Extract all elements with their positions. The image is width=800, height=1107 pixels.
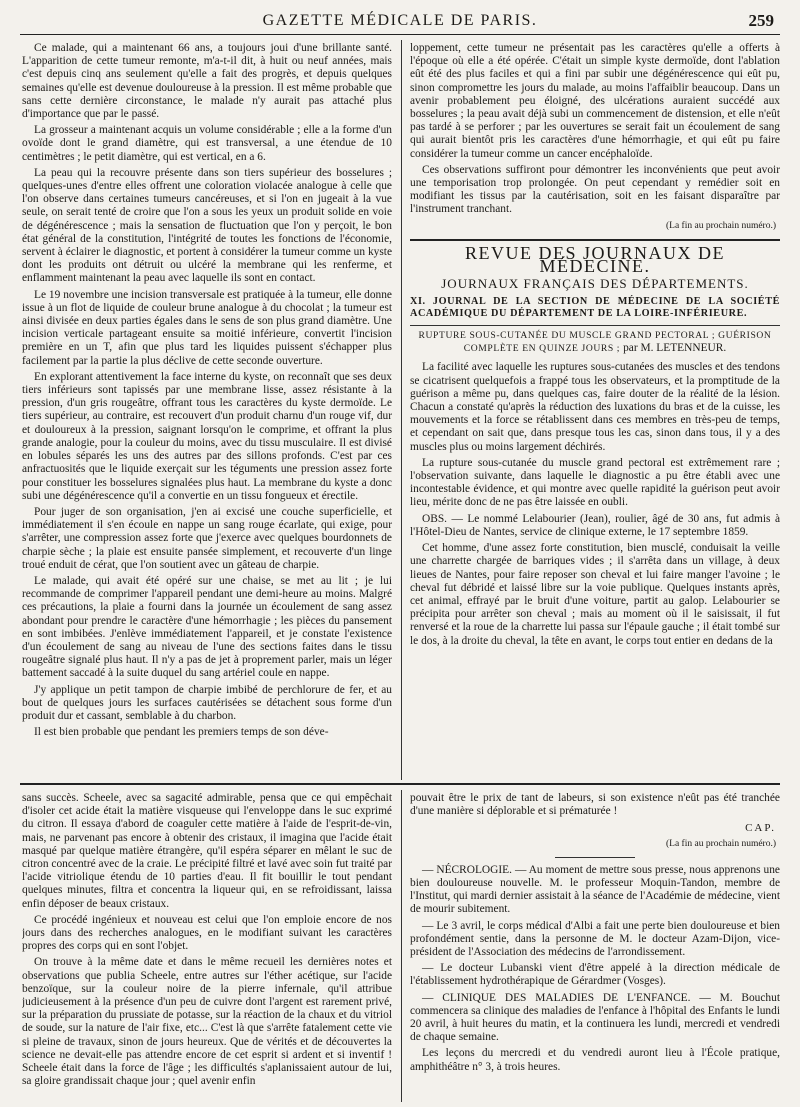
top-left-column: [22, 42, 392, 776]
article-title: [410, 330, 780, 355]
revue-heading: REVUE DES JOURNAUX DE MÉDECINE.: [465, 242, 725, 277]
paragraph: Le 19 novembre une incision transversale est pratiquée à la tumeur, elle donne issue à un flot de liquide de couleur brune analogue à du chocolat ; la tumeur est ainsi divisée en deux parties égales dans le sens de son plus grand diamètre. Une incision verticale partageant ensuite sa moitié inférieure, convertit l'incision première en un T, afin que plus tard les liquides puissent s'échapper plus facilement par la partie la plus déclive de cette seconde ouverture.: [22, 288, 392, 367]
news-item: — CLINIQUE DES MALADIES DE L'ENFANCE. — M. Bouchut commencera sa clinique des maladies de l'enfance à l'hôpital des Enfants le lundi 20 avril, à huit heures du matin, et la continuera les lundi, mercredi et vendredi de chaque semaine.: [410, 991, 780, 1044]
title-rule: [410, 325, 780, 326]
page-number: 259: [748, 11, 774, 30]
section-divider: [410, 239, 780, 241]
paragraph: La rupture sous-cutanée du muscle grand pectoral est extrêmement rare ; l'observation suivante, dans laquelle le diagnostic a pu être établi avec une incontestable évidence, et qui montre avec quelle rapidité la guérison peut avoir lieu, mérite donc de ne pas être laissée en oubli.: [410, 456, 780, 509]
page-header: [20, 10, 780, 35]
paragraph: Pour juger de son organisation, j'en ai excisé une couche superficielle, et immédiatement il s'en écoule en nappe un sang rouge écarlate, qui exige, pour s'arrêter, une compression assez forte que j'exerce avec quelques bourdonnets de charpie sèche ; la plaie est ensuite pansée simplement, et recouverte d'un linge troué enduit de cérat, que l'on soutient avec un gâteau de charpie.: [22, 505, 392, 571]
article-title-text: RUPTURE SOUS-CUTANÉE DU MUSCLE GRAND PECTORAL ; GUÉRISON COMPLÈTE EN QUINZE JOURS ;: [418, 330, 772, 355]
signature: CAP.: [745, 822, 776, 835]
bottom-right-column: [410, 792, 780, 1102]
bottom-left-column: [22, 792, 392, 1102]
paragraph: La facilité avec laquelle les ruptures sous-cutanées des muscles et des tendons se cicatrisent quelquefois a frappé tous les observateurs, et la promptitude de la guérison a même pu, dans quelques cas, faire douter de la réalité de la lésion. Chacun a constaté qu'après la réduction des luxations du bras et de la cuisse, les mouvements et la force se rétablissent dans ces membres en très-peu de temps, et cependant on sait que, dans presque tous les cas, sinon dans tous, il y a des muscles plus ou moins largement déchirés.: [410, 361, 780, 453]
feuilleton-divider: [20, 783, 780, 785]
journal-title: GAZETTE MÉDICALE DE PARIS.: [262, 12, 538, 29]
paragraph: Il est bien probable que pendant les premiers temps de son déve-: [34, 726, 329, 739]
paragraph: Cet homme, d'une assez forte constitution, bien musclé, conduisait la veille une charrette chargée de barriques vides ; il s'arrêta dans un village, à deux lieues de Nantes, pour faire reposer son cheval et lui faire manger l'avoine ; le cheval fut débridé et laissé libre sur la voie publique. Quelques instants après, cet animal, effrayé par le bruit d'une voiture, partit au galop. Lelabourier se précipita pour arrêter son cheval ; mais au moment où il le saisissait, il fut renversé et la roue de la charrette lui passa sur l'épaule gauche ; il était tombé sur le dos, à la droite du cheval, la tête en avant, le corps tout entier en dedans de la: [410, 542, 780, 647]
paragraph: J'y applique un petit tampon de charpie imbibé de perchlorure de fer, et au bout de quelques jours les surfaces cautérisées se détachent sous forme d'un produit dur et cassant, semblable à du charbon.: [22, 683, 392, 722]
paragraph: La grosseur a maintenant acquis un volume considérable ; elle a la forme d'un ovoïde dont le grand diamètre, qui est transversal, a une étendue de 10 centimètres ; le petit diamètre, qui est vertical, en a 6.: [22, 124, 392, 163]
news-item: — Le docteur Lubanski vient d'être appelé à la direction médicale de l'établissement hydrothérapique de Gérardmer (Vosges).: [410, 962, 780, 988]
paragraph: On trouve à la même date et dans le même recueil les dernières notes et observations que publia Scheele, entre autres sur l'éther acétique, sur l'acide benzoïque, sur la couleur noire de la pierre infernale, qu'il attribue judicieusement à la présence d'un peu de cuivre dont l'argent est rarement privé, sur la préparation du prussiate de potasse, sur la réaction de la chaux et du vitriol de soude, sur la nature de l'air fixe, etc... C'est là que s'arrête fatalement cette vie si pleine de travaux, sinon de jours heureux. Que de vérités et de découvertes la science ne devait-elle pas attendre encore de cet esprit si ardent et si inventif ! Scheele était dans la force de l'âge ; les difficultés s'aplanissaient autour de lui, sa gloire grandissait chaque jour ; quel avenir enfin: [22, 956, 392, 1088]
top-right-column: [410, 42, 780, 776]
column-divider: [401, 790, 402, 1102]
short-rule: [555, 857, 635, 858]
paragraph: Ce malade, qui a maintenant 66 ans, a toujours joui d'une brillante santé. L'apparition de cette tumeur remonte, m'a-t-il dit, à huit ou neuf années, mais c'est depuis cinq ans seulement qu'elle a fait des progrès, et depuis quelques semaines qu'elle est devenue douloureuse à la pression. Il est même probable que sans cette dernière circonstance, le malade n'y aurait pas attaché plus d'importance que par le passé.: [22, 42, 392, 121]
paragraph: Le malade, qui avait été opéré sur une chaise, se met au lit ; je lui recommande de comprimer l'appareil pendant une demi-heure au moins. Malgré ces précautions, la plaie a fourni dans la journée un écoulement de sang assez abondant pour prendre le caractère d'une hémorrhagie ; les pièces du pansement en sont imbibées. J'enlève immédiatement l'appareil, et je constate l'existence d'un écoulement de sang au niveau de l'une des sections faites dans le tissu rougeâtre signalé plus haut. Il n'y a pas de jet à proprement parler, mais un léger battement saccadé à la suite duquel du sang artériel coule en nappe.: [22, 574, 392, 680]
continued-note: (La fin au prochain numéro.): [666, 220, 776, 231]
news-item: — Le 3 avril, le corps médical d'Albi a fait une perte bien douloureuse et bien profondément sentie, dans la personne de M. le docteur Azam-Dijon, vice-président de l'Association des médecins de l'arrondissement.: [410, 919, 780, 959]
continued-note: (La fin au prochain numéro.): [666, 838, 776, 849]
news-item: — NÉCROLOGIE. — Au moment de mettre sous presse, nous apprenons une bien douloureuse nouvelle. M. le professeur Moquin-Tandon, membre de l'Institut, qui mardi dernier assistait à la séance de l'Académie de médecine, vient de mourir subitement.: [410, 863, 780, 916]
paragraph: loppement, cette tumeur ne présentait pas les caractères qu'elle a offerts à l'époque où elle a été opérée. C'était un simple kyste dermoïde, dont l'ablation eût été des plus faciles et qui a fini par subir une dégénérescence qui eût pu, sinon compromettre les jours du malade, au moins l'affaiblir beaucoup. Dans un avenir probablement peu éloigné, des ulcérations auraient succédé aux bosselures ; la peau avait déjà subi un commencement de distension, et elle n'eût pas tardé à se perforer ; par les ouvertures se serait fait un écoulement de sang qui aurait bientôt pris les caractères d'une hémorrhagie, et qui eût pu faire considérer la tumeur comme un cancer encéphaloïde.: [410, 42, 780, 160]
column-divider: [401, 40, 402, 780]
section-title: XI. JOURNAL DE LA SECTION DE MÉDECINE DE LA SOCIÉTÉ ACADÉMIQUE DU DÉPARTEMENT DE LA LOIRE-INFÉRIEURE.: [410, 296, 780, 320]
paragraph: En explorant attentivement la face interne du kyste, on reconnaît que ses deux tiers inférieurs sont tapissés par une membrane lisse, assez résistante à la pression, d'un gris rougeâtre, offrant tous les caractères du kyste dermoïde. Le tiers supérieur, au contraire, est recouvert d'un produit charnu d'un rouge vif, dur et douloureux à la pression, saignant lorsqu'on le comprime, et offrant la plus grande analogie, pour la couleur du moins, avec du tissu musculaire. Il est divisé en lobules séparés les uns des autres par des sillons profonds. C'est par ces anfractuosités que le liquide exerçait sur les téguments une pression assez forte pour constituer les bosselures signalées plus haut. La membrane du kyste a donc subi une dégénérescence qu'il a convertie en un tissu fongueux et érectile.: [22, 370, 392, 502]
paragraph: Ces observations suffiront pour démontrer les inconvénients que peut avoir une temporisation trop prolongée. On peut cependant y remédier soit en modifiant les tissus par la cautérisation, soit en les faisant disparaître par l'instrument tranchant.: [410, 163, 780, 216]
journaux-heading: JOURNAUX FRANÇAIS DES DÉPARTEMENTS.: [441, 276, 749, 292]
paragraph: Ce procédé ingénieux et nouveau est celui que l'on emploie encore de nos jours dans des recherches analogues, en le modifiant suivant les caractères propres des corps qui en sont l'objet.: [22, 913, 392, 953]
paragraph: La peau qui la recouvre présente dans son tiers supérieur des bosselures ; quelques-unes d'entre elles offrent une coloration violacée analogue à celle que l'on observe dans certaines tumeurs cancéreuses, et si l'on en jugeait à la vue seule, on serait tenté de croire que l'on a sous les yeux un produit solide en voie de dégénérescence ; mais la sensation de fluctuation que l'on y perçoit, le bon état général de la constitution, l'intégrité de toutes les fonctions de l'économie, servent à éclairer le diagnostic, et portent à considérer la tumeur comme un kyste dont les produits ont détruit ou ulcéré la membrane qui les renferme, et enflamment maintenant la peau avec laquelle ils sont en contact.: [22, 166, 392, 285]
article-author: par M. LETENNEUR.: [623, 342, 727, 355]
news-item: Les leçons du mercredi et du vendredi auront lieu à l'École pratique, amphithéâtre n° 3, à trois heures.: [410, 1047, 780, 1073]
paragraph: sans succès. Scheele, avec sa sagacité admirable, pensa que ce qui empêchait d'isoler cet acide était la matière visqueuse qui l'enveloppe dans le suc exprimé du citron. Il essaya d'abord de coaguler cette matière à l'aide de l'esprit-de-vin, mais, ne parvenant pas encore à obtenir des cristaux, il imagina que l'acide était masqué par quelque matière étrangère, qu'il espéra séparer en mêlant le suc de citron concentré avec de la craie. Le précipité filtré et lavé avec soin fut traité par l'acide vitriolique étendu de 10 parties d'eau. Il fit bouillir le tout pendant quelques minutes, filtra et concentra la liqueur qui, en se refroidissant, laissa enfin déposer de beaux cristaux.: [22, 792, 392, 910]
paragraph: OBS. — Le nommé Lelabourier (Jean), roulier, âgé de 30 ans, fut admis à l'Hôtel-Dieu de Nantes, service de clinique externe, le 17 septembre 1859.: [410, 512, 780, 538]
paragraph: pouvait être le prix de tant de labeurs, si son existence n'eût pas été tranchée d'une manière si déplorable et si prématurée !: [410, 792, 780, 818]
